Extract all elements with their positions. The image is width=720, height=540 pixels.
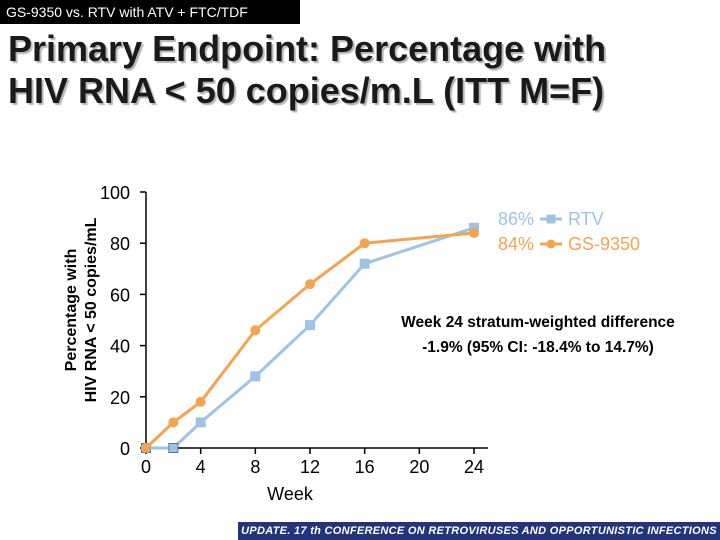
rtv-point bbox=[360, 259, 369, 268]
y-tick-label: 80 bbox=[109, 234, 130, 255]
y-axis-label-line-1: Percentage with bbox=[63, 248, 80, 372]
gs9350-point bbox=[250, 325, 260, 335]
difference-annotation-line-1: Week 24 stratum-weighted difference bbox=[401, 314, 675, 331]
gs9350-legend-label: GS-9350 bbox=[568, 234, 641, 254]
rtv-point bbox=[306, 321, 315, 330]
gs9350-point bbox=[469, 228, 479, 238]
y-tick-label: 100 bbox=[99, 183, 130, 203]
y-tick-label: 0 bbox=[119, 439, 130, 459]
rtv-legend-marker bbox=[547, 215, 556, 224]
y-axis-label-line-2: HIV RNA < 50 copies/mL bbox=[83, 217, 100, 403]
title-line-1: Primary Endpoint: Percentage with bbox=[8, 28, 607, 69]
y-tick-label: 20 bbox=[109, 387, 130, 408]
gs9350-point bbox=[196, 397, 206, 407]
rtv-point bbox=[251, 372, 260, 381]
gs9350-point bbox=[168, 417, 178, 427]
rtv-series-line bbox=[146, 228, 474, 448]
rtv-final-value-label: 86% bbox=[497, 209, 534, 229]
x-tick-label: 20 bbox=[409, 457, 430, 477]
x-tick-label: 4 bbox=[195, 457, 206, 477]
x-tick-label: 24 bbox=[463, 457, 485, 477]
gs9350-legend-marker bbox=[547, 240, 556, 249]
gs9350-point bbox=[360, 238, 370, 248]
conference-banner: UPDATE. 17 th CONFERENCE ON RETROVIRUSES AND OPPORTUNISTIC INFECTIONS bbox=[238, 522, 720, 540]
x-tick-label: 12 bbox=[299, 457, 321, 477]
title-line-2: HIV RNA < 50 copies/m.L (ITT M=F) bbox=[8, 70, 605, 111]
rtv-point bbox=[169, 444, 178, 453]
x-tick-label: 0 bbox=[140, 457, 152, 477]
y-tick-label: 60 bbox=[109, 285, 130, 306]
x-tick-label: 8 bbox=[250, 457, 261, 477]
x-tick-label: 16 bbox=[354, 457, 375, 477]
rtv-point bbox=[196, 418, 205, 427]
gs9350-final-value-label: 84% bbox=[497, 234, 534, 254]
gs9350-point bbox=[141, 443, 151, 453]
y-tick-label: 40 bbox=[109, 336, 130, 357]
gs9350-point bbox=[305, 279, 315, 289]
study-banner: GS-9350 vs. RTV with ATV + FTC/TDF bbox=[0, 0, 300, 24]
rtv-legend-label: RTV bbox=[568, 209, 604, 229]
difference-annotation-line-2: -1.9% (95% CI: -18.4% to 14.7%) bbox=[422, 339, 654, 356]
x-axis-label: Week bbox=[267, 484, 313, 504]
